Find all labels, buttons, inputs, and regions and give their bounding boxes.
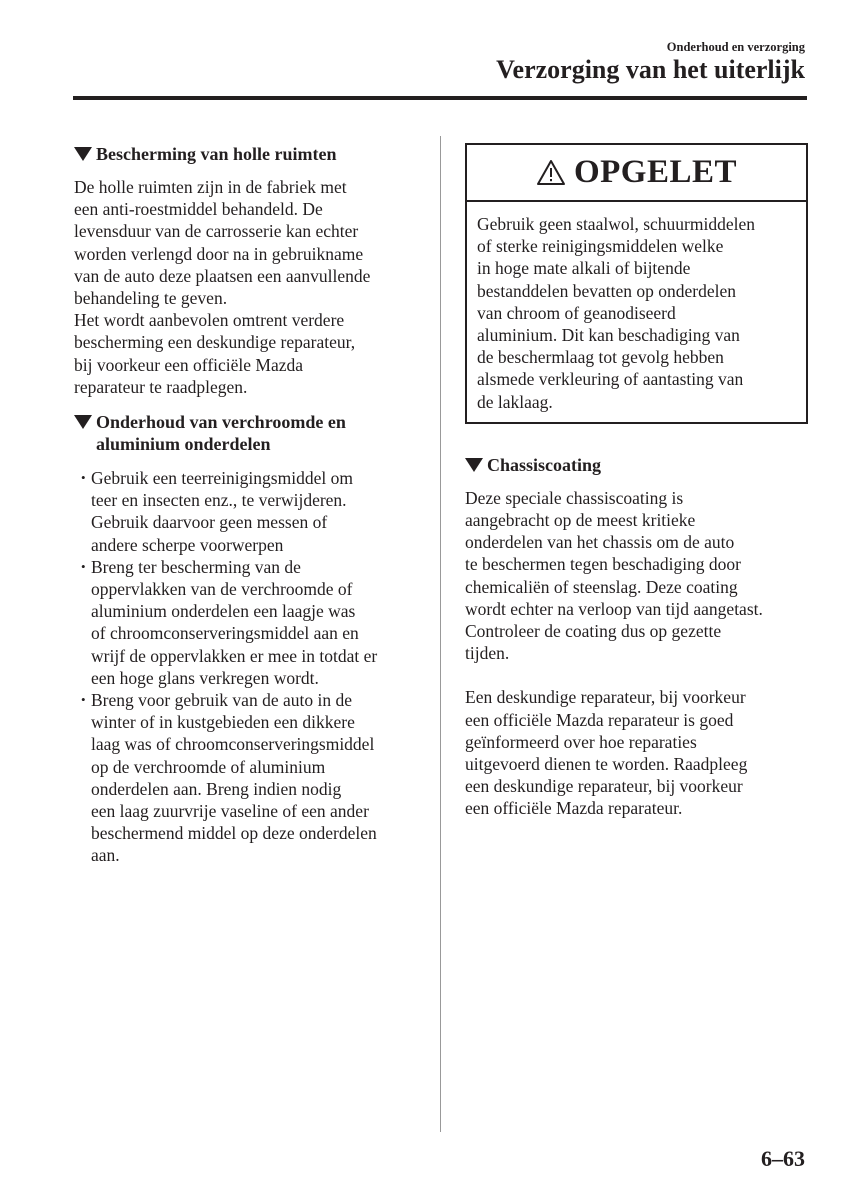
text-line: te beschermen tegen beschadiging door <box>465 554 742 575</box>
text-line: Gebruik daarvoor geen messen of <box>91 512 328 533</box>
paragraph-aanbevolen <box>74 309 419 398</box>
text-line: Gebruik een teerreinigingsmiddel om <box>91 468 353 489</box>
text-line: worden verlengd door na in gebruikname <box>74 243 364 264</box>
text-line: uitgevoerd dienen te worden. Raadpleeg <box>465 754 748 775</box>
text-line: wrijf de oppervlakken er mee in totdat er <box>91 645 378 666</box>
text-line: onderdelen van het chassis om de auto <box>465 532 735 553</box>
caution-text <box>467 202 806 422</box>
text-line: aluminium onderdelen een laagje was <box>91 601 356 622</box>
heading-bescherming-text: Bescherming van holle ruimten <box>96 144 337 164</box>
text-line: een anti-roestmiddel behandeld. De <box>74 199 323 220</box>
text-line: aluminium. Dit kan beschadiging van <box>477 325 740 346</box>
text-line: aangebracht op de meest kritieke <box>465 510 696 531</box>
text-line: Deze speciale chassiscoating is <box>465 487 684 508</box>
text-line: de laklaag. <box>477 391 553 412</box>
caution-box <box>465 143 808 424</box>
text-line: in hoge mate alkali of bijtende <box>477 258 691 279</box>
text-line: Controleer de coating dus op gezette <box>465 621 722 642</box>
left-column <box>74 143 419 867</box>
text-line: chemicaliën of steenslag. Deze coating <box>465 576 738 597</box>
text-line: winter of in kustgebieden een dikkere <box>91 712 355 733</box>
text-line: levensduur van de carrosserie kan echter <box>74 221 359 242</box>
text-line: of chroomconserveringsmiddel aan en <box>91 623 359 644</box>
bullet-icon: • <box>81 470 86 486</box>
text-line: oppervlakken van de verchroomde of <box>91 579 353 600</box>
heading-line: Onderhoud van verchroomde en <box>96 412 346 433</box>
text-line: wordt echter na verloop van tijd aangetast. <box>465 598 763 619</box>
caution-header <box>467 145 806 202</box>
paragraph-deskundige-reparateur <box>465 686 808 819</box>
bullet-icon: • <box>81 558 86 574</box>
text-line: of sterke reinigingsmiddelen welke <box>477 236 724 257</box>
text-line: Het wordt aanbevolen omtrent verdere <box>74 310 345 331</box>
paragraph-chassiscoating <box>465 487 808 665</box>
text-line: Breng ter bescherming van de <box>91 556 301 577</box>
text-line: een officiële Mazda reparateur is goed <box>465 709 734 730</box>
right-column <box>465 143 808 820</box>
text-line: Een deskundige reparateur, bij voorkeur <box>465 687 746 708</box>
page-number: 6–63 <box>761 1146 805 1171</box>
text-line: van de auto deze plaatsen een aanvullende <box>74 265 371 286</box>
text-line: teer en insecten enz., te verwijderen. <box>91 490 347 511</box>
text-line: een officiële Mazda reparateur. <box>465 798 683 819</box>
text-line: tijden. <box>465 643 510 664</box>
text-line: Gebruik geen staalwol, schuurmiddelen <box>477 214 755 234</box>
text-line: andere scherpe voorwerpen <box>91 534 284 555</box>
bullet-list <box>74 467 419 867</box>
text-line: onderdelen aan. Breng indien nodig <box>91 778 342 799</box>
text-line: beschermend middel op deze onderdelen <box>91 823 377 844</box>
heading-chassiscoating-text: Chassiscoating <box>487 454 602 475</box>
triangle-marker-icon <box>74 415 92 429</box>
heading-bescherming <box>74 143 419 165</box>
text-line: een deskundige reparateur, bij voorkeur <box>465 776 743 797</box>
column-divider <box>440 136 441 1132</box>
text-line: bescherming een deskundige reparateur, <box>74 332 356 353</box>
text-line: bestanddelen bevatten op onderdelen <box>477 280 736 301</box>
text-line: een laag zuurvrije vaseline of een ander <box>91 801 369 822</box>
text-line: een hoge glans verkregen wordt. <box>91 667 319 688</box>
text-line: de beschermlaag tot gevolg hebben <box>477 347 724 368</box>
text-line: aan. <box>91 845 120 866</box>
caution-title: OPGELET <box>573 154 738 190</box>
text-line: De holle ruimten zijn in de fabriek met <box>74 177 347 197</box>
text-line: reparateur te raadplegen. <box>74 376 248 397</box>
text-line: van chroom of geanodiseerd <box>477 302 676 323</box>
section-header: Onderhoud en verzorging <box>666 40 805 54</box>
bullet-icon: • <box>81 692 86 708</box>
list-item <box>74 689 419 867</box>
text-line: geïnformeerd over hoe reparaties <box>465 731 697 752</box>
text-line: alsmede verkleuring of aantasting van <box>477 369 744 390</box>
text-line: laag was of chroomconserveringsmiddel <box>91 734 375 755</box>
text-line: behandeling te geven. <box>74 288 228 309</box>
triangle-marker-icon <box>465 458 483 472</box>
warning-triangle-icon <box>536 159 566 186</box>
page-title: Verzorging van het uiterlijk <box>496 55 805 84</box>
list-item <box>74 467 419 556</box>
heading-onderhoud-verchroomde <box>74 411 419 455</box>
heading-line: aluminium onderdelen <box>96 434 271 455</box>
paragraph-holle-ruimten <box>74 176 419 309</box>
text-line: Breng voor gebruik van de auto in de <box>91 690 352 711</box>
header-rule <box>73 96 807 100</box>
triangle-marker-icon <box>74 147 92 161</box>
list-item <box>74 556 419 689</box>
heading-onderhoud-text <box>96 411 346 455</box>
text-line: bij voorkeur een officiële Mazda <box>74 354 304 375</box>
heading-chassiscoating <box>465 454 808 476</box>
text-line: op de verchroomde of aluminium <box>91 756 326 777</box>
